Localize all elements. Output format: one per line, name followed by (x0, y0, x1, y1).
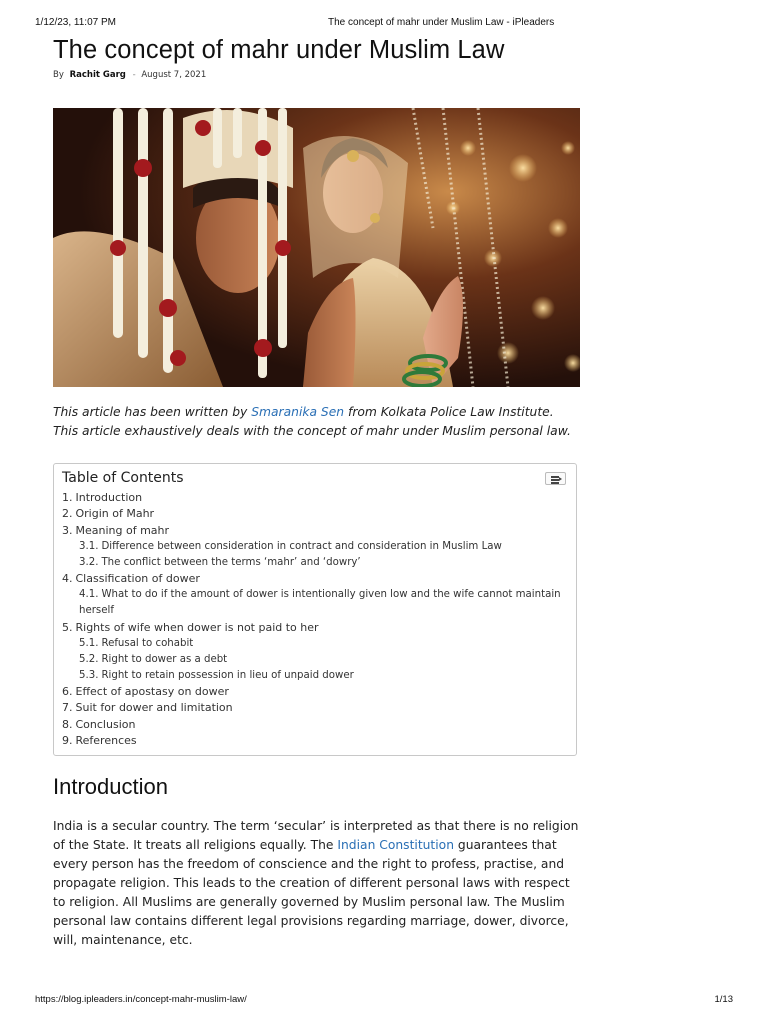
toc-item-number: 6. (62, 685, 73, 699)
toc-item-link[interactable]: Origin of Mahr (75, 507, 155, 521)
toc-item-number: 3.2. (79, 556, 99, 568)
byline-separator: - (132, 70, 136, 80)
toc-item[interactable] (62, 620, 568, 636)
toc-item-number: 9. (62, 734, 73, 748)
article (53, 34, 580, 947)
toc-item-number: 4. (62, 572, 73, 586)
introduction-paragraph (53, 817, 580, 950)
toc-item-link[interactable]: What to do if the amount of dower is intentionally given low and the wife cannot maintain herself (79, 589, 561, 617)
toc-item-link[interactable]: References (75, 734, 137, 748)
print-page-number: 1/13 (714, 994, 733, 1005)
toc-item[interactable] (62, 636, 568, 652)
toc-item-number: 5.1. (79, 637, 99, 649)
toc-item-link[interactable]: Meaning of mahr (75, 523, 170, 537)
toc-item-link[interactable]: Right to dower as a debt (101, 653, 228, 665)
toc-item-link[interactable]: Rights of wife when dower is not paid to her (75, 620, 319, 634)
toc-item[interactable] (62, 587, 568, 619)
indian-constitution-link[interactable]: Indian Constitution (337, 838, 454, 852)
toc-item[interactable] (62, 652, 568, 668)
publish-date: August 7, 2021 (141, 70, 207, 80)
toc-item[interactable] (62, 733, 568, 749)
toc-item-link[interactable]: Effect of apostasy on dower (75, 685, 229, 699)
print-footer (35, 994, 733, 1008)
print-datetime: 1/12/23, 11:07 PM (35, 17, 116, 28)
toc-item-number: 3. (62, 523, 73, 537)
intro-note-before: This article has been written by (53, 405, 252, 419)
toc-item-link[interactable]: Right to retain possession in lieu of unpaid dower (101, 670, 354, 682)
intro-text-after: guarantees that every person has the freedom of conscience and the right to profess, practise, and propagate religion. This leads to the creation of different personal laws with respect to religion. All Muslims are generally governed by Muslim personal law. The Muslim personal law contains different legal provisions regarding marriage, dower, divorce, will, maintenance, etc. (53, 838, 570, 947)
toc-item[interactable] (62, 490, 568, 506)
print-url: https://blog.ipleaders.in/concept-mahr-muslim-law/ (35, 994, 247, 1005)
toc-item-number: 2. (62, 507, 73, 521)
toc-header (62, 470, 568, 488)
toc-item-link[interactable]: Suit for dower and limitation (75, 701, 233, 715)
toc-item-number: 5.3. (79, 670, 99, 682)
toc-title: Table of Contents (62, 470, 184, 486)
intro-note-after: from Kolkata Police Law Institute. This article exhaustively deals with the concept of mahr under Muslim personal law. (53, 405, 571, 438)
toc-item[interactable] (62, 684, 568, 700)
author-link[interactable]: Rachit Garg (69, 70, 126, 80)
toc-item-number: 8. (62, 717, 73, 731)
toc-item-number: 5.2. (79, 653, 99, 665)
section-heading-introduction: Introduction (53, 774, 168, 799)
byline (53, 70, 580, 80)
toc-list (62, 490, 568, 749)
toc-item[interactable] (62, 668, 568, 684)
contributor-link[interactable]: Smaranika Sen (251, 405, 345, 419)
intro-note (53, 403, 580, 441)
toc-item[interactable] (62, 523, 568, 539)
byline-prefix: By (53, 70, 64, 80)
hero-image (53, 108, 580, 387)
toc-item-number: 1. (62, 491, 73, 504)
article-title: The concept of mahr under Muslim Law (53, 36, 505, 64)
toc-item[interactable] (62, 717, 568, 733)
toc-item-link[interactable]: Conclusion (75, 717, 136, 731)
toc-item[interactable] (62, 700, 568, 716)
toc-item-number: 5. (62, 620, 73, 634)
table-of-contents (53, 463, 577, 756)
toc-item[interactable] (62, 506, 568, 522)
toc-item[interactable] (62, 571, 568, 587)
toc-item-link[interactable]: The conflict between the terms ‘mahr’ and ‘dowry’ (101, 556, 361, 568)
toc-toggle-icon[interactable] (545, 472, 566, 485)
toc-item-link[interactable]: Introduction (75, 491, 143, 504)
intro-text-before: India is a secular country. The term ‘secular’ is interpreted as that there is no religion of the State. It treats all religions equally. The (53, 819, 579, 852)
toc-item-number: 3.1. (79, 540, 99, 552)
toc-item[interactable] (62, 539, 568, 555)
toc-item-number: 4.1. (79, 589, 99, 601)
print-header (35, 17, 733, 31)
toc-item-number: 7. (62, 701, 73, 715)
toc-item-link[interactable]: Classification of dower (75, 572, 200, 586)
print-page-title: The concept of mahr under Muslim Law - iPleaders (328, 17, 555, 28)
toc-item-link[interactable]: Difference between consideration in contract and consideration in Muslim Law (101, 540, 502, 552)
toc-item[interactable] (62, 555, 568, 571)
toc-item-link[interactable]: Refusal to cohabit (101, 637, 194, 649)
